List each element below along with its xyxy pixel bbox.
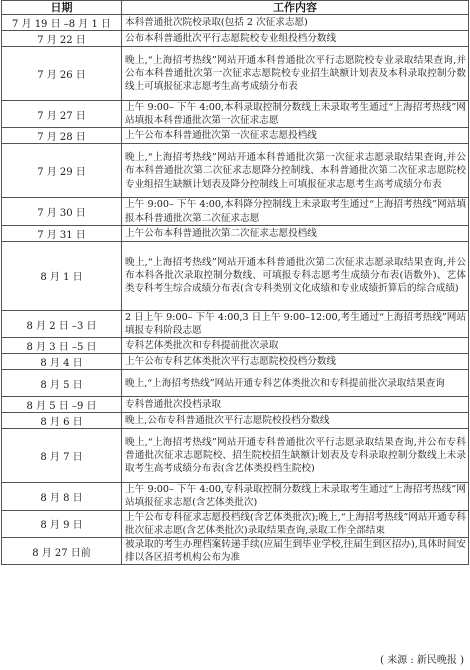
- row-date: 8 月 6 日: [2, 413, 122, 429]
- table-row: [2, 31, 469, 47]
- row-date: 7 月 27 日: [2, 101, 122, 128]
- row-date: 7 月 22 日: [2, 31, 122, 47]
- row-date: 7 月 29 日: [2, 144, 122, 198]
- row-date: 7 月 19 日 –8 月 1 日: [2, 15, 122, 31]
- row-date: 7 月 30 日: [2, 198, 122, 225]
- row-content: 晚上,“上海招考热线”网站开通专科艺体类批次和专科提前批次录取结果查询: [122, 370, 469, 397]
- row-content: 专科普通批次投档录取: [122, 397, 469, 413]
- row-content: 专科艺体类批次和专科提前批次录取: [122, 338, 469, 354]
- row-content: 晚上,“上海招考热线”网站开通专科普通批次平行志愿录取结果查询,并公布专科普通批次征求志愿院校、招生院校招生缺额计划表及专科录取控制分数线上未录取考生高考成绩分布表(含艺体类投档生院校): [122, 429, 469, 483]
- table-row: [2, 483, 469, 510]
- table-row: [2, 429, 469, 483]
- row-content: 上午 9:00– 下午 4:00,本科降分控制线上未录取考生通过“上海招考热线”网站填报本科普通批次第二次征求志愿: [122, 198, 469, 225]
- table-row: [2, 225, 469, 241]
- row-date: 8 月 4 日: [2, 354, 122, 370]
- row-content: 上午公布本科普通批次第二次征求志愿投档线: [122, 225, 469, 241]
- date-column-header: 日期: [2, 1, 122, 15]
- row-content: 上午 9:00– 下午 4:00,专科录取控制分数线上未录取考生通过“上海招考热线”网站填报征求志愿(含艺体类批次): [122, 483, 469, 510]
- table-row: [2, 310, 469, 337]
- row-date: 7 月 28 日: [2, 128, 122, 144]
- row-content: 上午公布专科艺体类批次平行志愿院校投档分数线: [122, 354, 469, 370]
- table-row: [2, 510, 469, 537]
- row-content: 晚上,公布专科普通批次平行志愿院校投档分数线: [122, 413, 469, 429]
- row-date: 7 月 31 日: [2, 225, 122, 241]
- row-content: 上午公布本科普通批次第一次征求志愿投档线: [122, 128, 469, 144]
- schedule-table: [1, 0, 469, 565]
- row-content: 晚上,“上海招考热线”网站开通本科普通批次第一次征求志愿录取结果查询,并公布本科普通批次第二次征求志愿降分控制线、本科普通批次第二次征求志愿院校专业组招生缺额计划表及降分控制线上可填报征求志愿考生高考成绩分布表: [122, 144, 469, 198]
- table-row: [2, 241, 469, 310]
- table-row: [2, 354, 469, 370]
- row-date: 8 月 27 日前: [2, 538, 122, 565]
- row-date: 8 月 2 日 –3 日: [2, 310, 122, 337]
- table-row: [2, 198, 469, 225]
- row-content: 晚上,“上海招考热线”网站开通本科普通批次平行志愿院校专业录取结果查询,并公布本科普通批次第一次征求志愿院校专业招生缺额计划表及本科录取控制分数线上可填报征求志愿考生高考成绩分布表: [122, 47, 469, 101]
- table-row: [2, 47, 469, 101]
- row-date: 8 月 7 日: [2, 429, 122, 483]
- table-row: [2, 370, 469, 397]
- table-row: [2, 338, 469, 354]
- source-note: ( 来源 : 新民晚报 ): [380, 655, 464, 666]
- table-row: [2, 15, 469, 31]
- row-date: 8 月 9 日: [2, 510, 122, 537]
- table-row: [2, 538, 469, 565]
- row-content: 被录取的考生办理档案转递手续(应届生到毕业学校,往届生到区招办),具体时间安排以各区招考机构公布为准: [122, 538, 469, 565]
- row-date: 7 月 26 日: [2, 47, 122, 101]
- row-content: 2 日上午 9:00– 下午 4:00,3 日上午 9:00–12:00,考生通过“上海招考热线”网站填报专科阶段志愿: [122, 310, 469, 337]
- row-content: 公布本科普通批次平行志愿院校专业组投档分数线: [122, 31, 469, 47]
- table-row: [2, 144, 469, 198]
- row-date: 8 月 3 日 –5 日: [2, 338, 122, 354]
- row-date: 8 月 5 日: [2, 370, 122, 397]
- content-column-header: 工作内容: [122, 1, 469, 15]
- table-row: [2, 413, 469, 429]
- row-content: 本科普通批次院校录取(包括 2 次征求志愿): [122, 15, 469, 31]
- header-row: [2, 1, 469, 15]
- row-date: 8 月 5 日 –9 日: [2, 397, 122, 413]
- table-row: [2, 128, 469, 144]
- table-row: [2, 101, 469, 128]
- table-row: [2, 397, 469, 413]
- row-content: 上午 9:00– 下午 4:00,本科录取控制分数线上未录取考生通过“上海招考热线”网站填报本科普通批次第一次征求志愿: [122, 101, 469, 128]
- row-date: 8 月 1 日: [2, 241, 122, 310]
- row-date: 8 月 8 日: [2, 483, 122, 510]
- row-content: 上午公布专科征求志愿投档线(含艺体类批次);晚上,“上海招考热线”网站开通专科批次征求志愿(含艺体类批次)录取结果查询,录取工作全部结束: [122, 510, 469, 537]
- row-content: 晚上,“上海招考热线”网站开通本科普通批次第二次征求志愿录取结果查询,并公布本科各批次录取控制分数线、可填报专科志愿考生成绩分布表(语数外)、艺体类专科考生综合成绩分布表(含专科类别文化成绩和专业成绩折算后的综合成绩): [122, 241, 469, 310]
